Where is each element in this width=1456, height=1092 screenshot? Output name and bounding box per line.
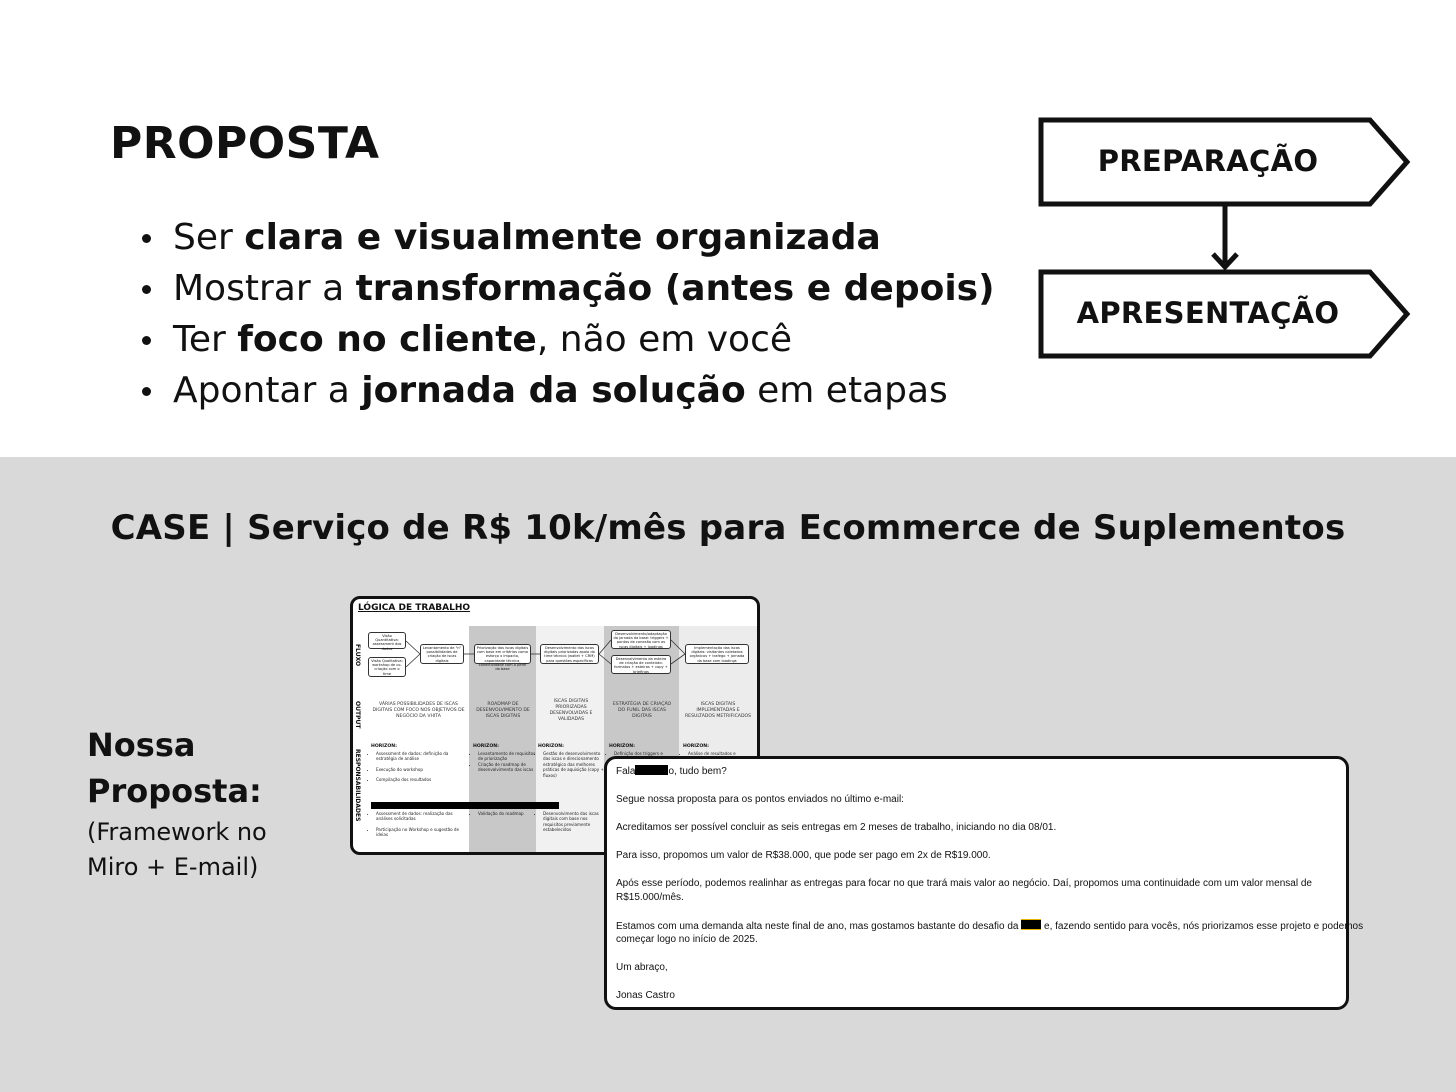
miro-responsibility-list: • Análise de resultados e	[679, 751, 758, 756]
redaction-bar	[1021, 919, 1041, 930]
redaction-bar	[371, 802, 559, 809]
miro-node: Implementação das iscas digitais: visitantes coletados orgânicos + trafego + jornada da base com loadings	[685, 644, 749, 664]
email-screenshot	[604, 756, 1364, 1010]
miro-output: VÁRIAS POSSIBILIDADES DE ISCAS DIGITAIS COM FOCO NOS OBJETIVOS DE NEGÓCIO DA VHITA	[372, 702, 465, 719]
miro-node: Desenvolvimento das iscas digitais priorizadas apoio do time técnico (wallet + CRM) para questões específicas	[540, 644, 599, 664]
case-title: CASE | Serviço de R$ 10k/mês para Ecommerce de Suplementos	[110, 508, 1346, 548]
miro-horizon-label: HORIZON:	[609, 744, 635, 749]
email-line: Segue nossa proposta para os pontos enviados no último e-mail:	[616, 794, 904, 805]
miro-horizon-label: HORIZON:	[371, 744, 397, 749]
miro-node: Priorização das iscas digitais com base em critérios como esforço x impacto, capacidade técnica, conectividade com o perfil da base	[474, 644, 531, 664]
email-line: R$15.000/mês.	[616, 892, 684, 903]
email-greeting: Fala o, tudo bem?	[616, 766, 727, 777]
side-title: Nossa Proposta:	[87, 726, 262, 810]
miro-row-label: FLUXO	[354, 644, 361, 667]
proposal-bullet-list	[140, 212, 995, 416]
miro-node: Visão Quantitativa: assessment dos dados	[368, 632, 406, 649]
email-signature: Jonas Castro	[616, 990, 675, 1001]
miro-node: Visão Qualitativa: workshop de co-criação com o time	[368, 657, 406, 677]
flow-step-preparacao: PREPARAÇÃO	[1097, 144, 1319, 178]
miro-title: LÓGICA DE TRABALHO	[358, 603, 471, 613]
miro-responsibility-list: • Levantamento de requisitos de priorização • Criação de roadmap de desenvolvimento das iscas	[469, 751, 538, 773]
top-section	[0, 0, 1456, 457]
miro-row-label: OUTPUT	[354, 701, 361, 729]
miro-horizon-label: HORIZON:	[683, 744, 709, 749]
miro-output: ISCAS DIGITAIS IMPLEMENTADAS E RESULTADOS METRIFICADOS	[684, 702, 752, 719]
miro-output: ESTRATÉGIA DE CRIAÇÃO DO FUNIL DAS ISCAS DIGITAIS	[612, 702, 672, 719]
bullet-item: Mostrar a transformação (antes e depois)	[140, 263, 995, 314]
email-line: começar logo no início de 2025.	[616, 934, 758, 945]
flow-step-apresentacao: APRESENTAÇÃO	[1076, 296, 1340, 330]
email-line: Após esse período, podemos realinhar as entregas para focar no que trará mais valor ao negócio. Daí, propomos uma continuidade com um valor mensal de	[616, 878, 1312, 889]
miro-responsibility-list: • Assessment de dados: definição da estratégia de análise • Execução do workshop • Compilação dos resultados	[367, 751, 466, 783]
miro-responsibility-list: • Desenvolvimento das iscas digitais com base nos requisitos previamente estabelecidos	[534, 811, 605, 833]
email-line: Estamos com uma demanda alta neste final de ano, mas gostamos bastante do desafio da e, fazendo sentido para vocês, nós priorizamos esse projeto e podemos	[616, 921, 1364, 932]
miro-node: Desenvolvimento da esteira de criação de conteúdo: formatos + esteiras + copy + briefings	[611, 655, 671, 674]
miro-node: Levantamento de "n" possibilidades de criação de iscas digitais	[420, 644, 464, 664]
miro-responsibility-list: • Validação do roadmap	[469, 811, 538, 816]
miro-output: ROADMAP DE DESENVOLVIMENTO DE ISCAS DIGITAIS	[476, 702, 530, 719]
bullet-item: Ser clara e visualmente organizada	[140, 212, 995, 263]
miro-responsibility-list: • Assessment de dados: realização das análises solicitadas • Participação no Workshop e sugestão de ideias	[367, 811, 466, 838]
email-signoff: Um abraço,	[616, 962, 668, 973]
redaction-bar	[635, 765, 668, 775]
process-flow-diagram	[1038, 116, 1414, 362]
miro-responsibility-list: • Definição dos triggers e	[605, 751, 680, 756]
miro-row-label: RESPONSABILIDADES	[354, 749, 361, 822]
miro-horizon-label: HORIZON:	[473, 744, 499, 749]
bullet-item: Apontar a jornada da solução em etapas	[140, 365, 995, 416]
miro-responsibility-list: • Gestão de desenvolvimento das iscas e direcionamento estratégico das melhores práticas de aquisição (copy + fluxos)	[534, 751, 605, 778]
miro-output: ISCAS DIGITAIS PRIORIZADAS DESENVOLVIDAS E VALIDADAS	[549, 699, 593, 722]
miro-node: Desenvolvimento/adaptação da jornada da base: triggers + pontos de conexão com as iscas digitais + loadings	[611, 630, 671, 649]
page-title: PROPOSTA	[110, 118, 380, 169]
miro-horizon-label: HORIZON:	[538, 744, 564, 749]
email-line: Acreditamos ser possível concluir as seis entregas em 2 meses de trabalho, iniciando no dia 08/01.	[616, 822, 1057, 833]
bullet-item: Ter foco no cliente, não em você	[140, 314, 995, 365]
email-line: Para isso, propomos um valor de R$38.000, que pode ser pago em 2x de R$19.000.	[616, 850, 991, 861]
side-subtitle: (Framework no Miro + E-mail)	[87, 818, 267, 881]
